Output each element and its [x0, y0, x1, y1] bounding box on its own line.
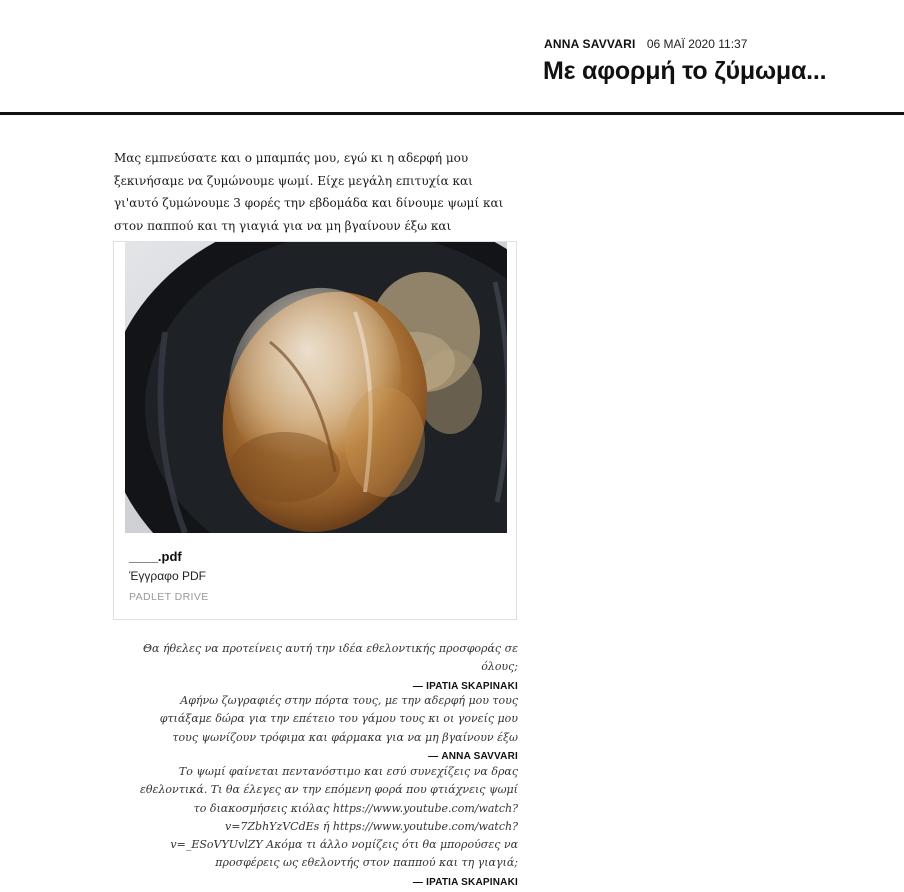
- comment-author[interactable]: — ANNA SAVVARI: [428, 750, 518, 762]
- attachment-file-type: Έγγραφο PDF: [129, 569, 206, 583]
- attachment-source: PADLET DRIVE: [129, 591, 209, 603]
- attachment-file-name[interactable]: ____.pdf: [129, 549, 182, 564]
- post-title: Με αφορμή το ζύμωμα...: [543, 57, 827, 85]
- comment-text: Αφήνω ζωγραφιές στην πόρτα τους, με την αδερφή μου τους φτιάξαμε δώρα για την επέτειο του γάμου τους κι οι γονείς μου τους ψωνίζουν τρόφιμα και φάρμακα για να μη βγαίνουν έξω: [159, 694, 518, 744]
- post-header: [0, 0, 904, 115]
- comment-author[interactable]: — IPATIA SKAPINAKI: [412, 876, 518, 888]
- post-author[interactable]: ANNA SAVVARI: [544, 37, 636, 51]
- comment-author[interactable]: — IPATIA SKAPINAKI: [412, 680, 518, 692]
- bread-photo[interactable]: [125, 242, 507, 533]
- comment: [140, 640, 518, 696]
- attachment-card[interactable]: [113, 241, 517, 620]
- comment: [140, 692, 518, 766]
- post-date: 06 ΜΑΪ 2020 11:37: [646, 37, 748, 51]
- comment: [140, 763, 518, 892]
- comment-text: Θα ήθελες να προτείνεις αυτή την ιδέα εθελοντικής προσφοράς σε όλους;: [143, 642, 518, 674]
- post-body: Μας εμπνεύσατε και ο μπαμπάς μου, εγώ κι η αδερφή μου ξεκινήσαμε να ζυμώνουμε ψωμί. Είχε μεγάλη επιτυχία και γι'αυτό ζυμώνουμε 3 φορές την εβδομάδα και δίνουμε ψωμί και στον παππού και τη γιαγιά για να μη βγαίνουν έξω και: [114, 151, 504, 233]
- comment-text: Το ψωμί φαίνεται πεντανόστιμο και εσύ συνεχίζεις να δρας εθελοντικά. Τι θα έλεγες αν την επόμενη φορά που φτιάχνεις ψωμί το διακοσμήσεις κιόλας https://www.youtube.com/watch?v=7ZbhYzVCdEs ή https://www.youtube.com/watch?v=_ESoVYUvlZY Ακόμα τι άλλο νομίζεις ότι θα μπορούσες να προσφέρεις ως εθελοντής στον παππού και τη γιαγιά;: [140, 765, 518, 870]
- post-meta: [544, 37, 747, 51]
